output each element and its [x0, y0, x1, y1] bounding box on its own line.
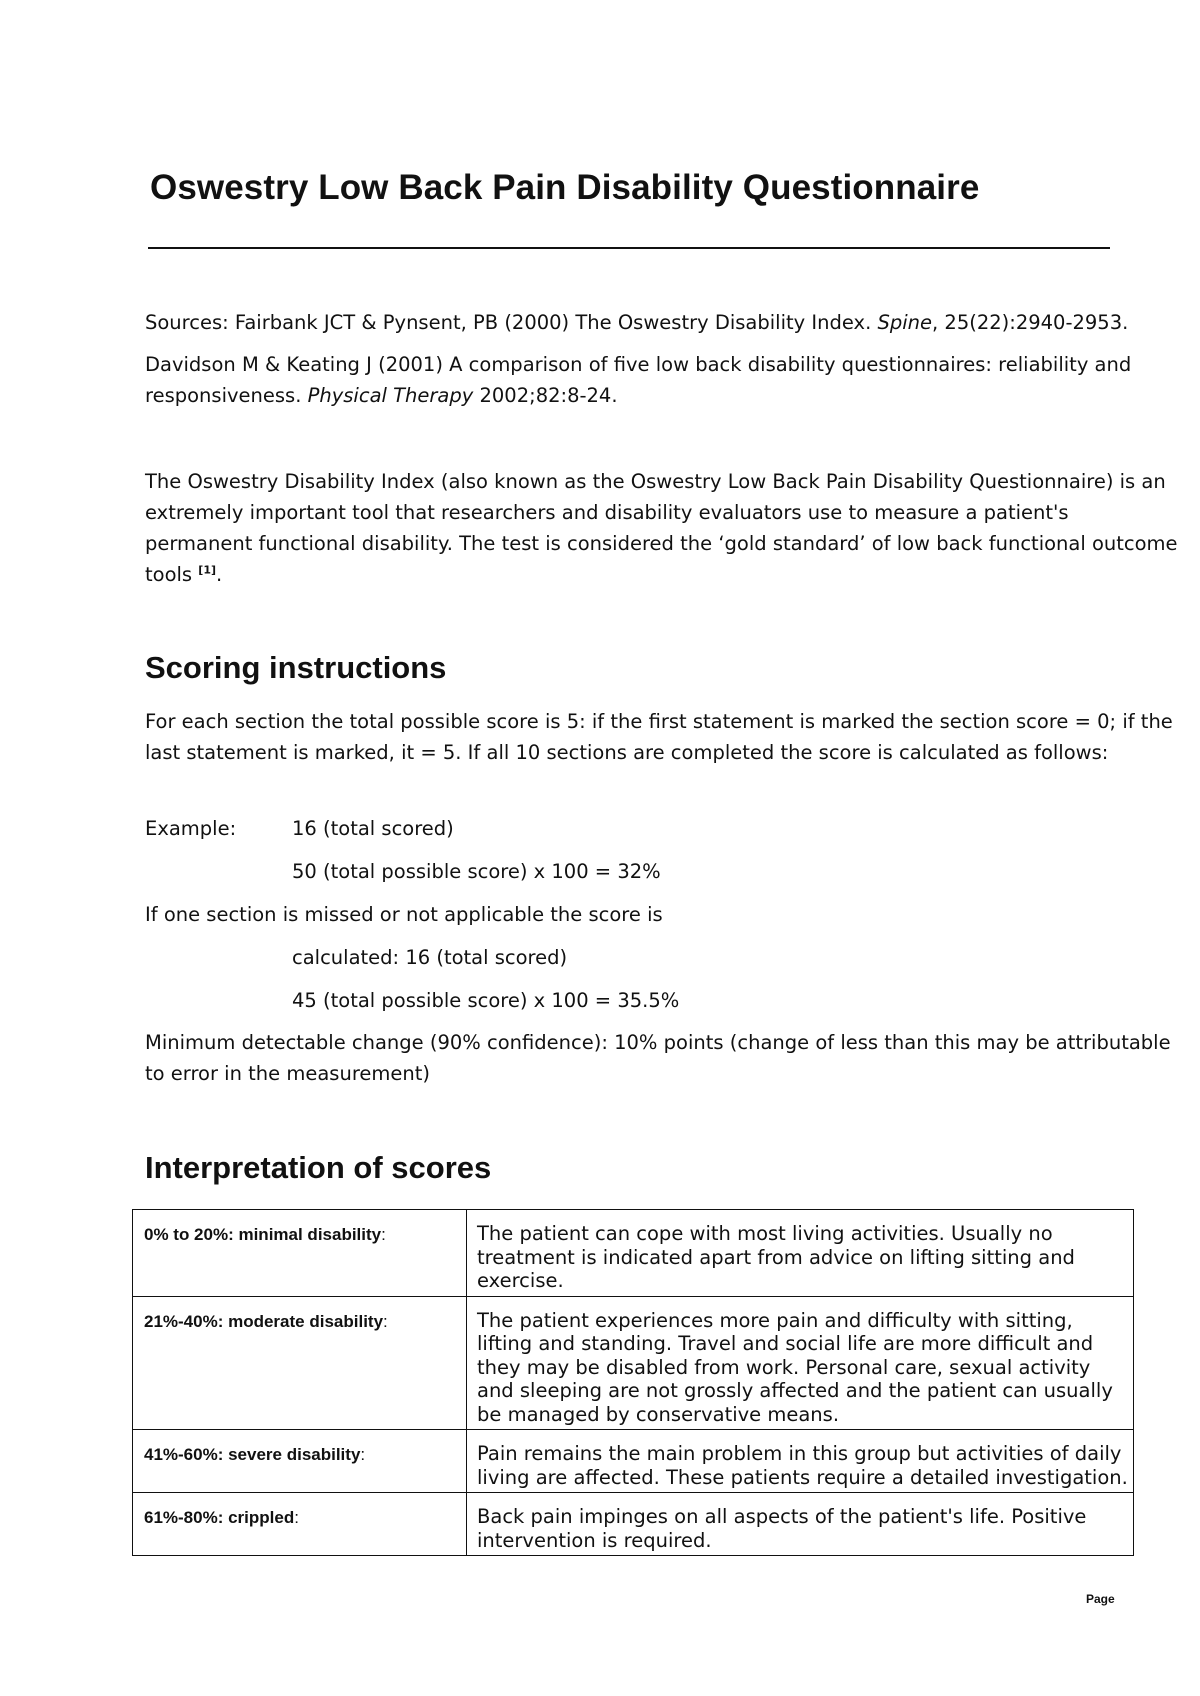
scoring-paragraph: For each section the total possible score is 5: if the first statement is marked the section score = 0; if the last statement is marked, it = 5. If all 10 sections are completed the score is calculated as follows:: [145, 710, 1173, 764]
score-range-label: 21%-40%: moderate disability: [144, 1311, 384, 1331]
reference-marker: [1]: [198, 563, 217, 577]
example-total-scored: 16 (total scored): [292, 817, 454, 840]
sources-block: [145, 307, 1180, 411]
score-range-label: 41%-60%: severe disability: [144, 1445, 361, 1464]
interpretation-table: [132, 1209, 1134, 1556]
score-description-cell: Back pain impinges on all aspects of the patient's life. Positive intervention is required.: [467, 1493, 1134, 1556]
score-range-suffix: :: [383, 1311, 388, 1331]
score-range-cell: [133, 1210, 467, 1297]
table-row: [133, 1430, 1134, 1493]
intro-paragraph: The Oswestry Disability Index (also known as the Oswestry Low Back Pain Disability Questionnaire) is an extremely important tool that researchers and disability evaluators use to measure a patient's permanent functional disability. The test is considered the ‘gold standard’ of low back functional outcome tools [1].: [145, 470, 1178, 586]
source-citation-1: Sources: Fairbank JCT & Pynsent, PB (2000) The Oswestry Disability Index. Spine, 25(22):2940-2953.: [145, 311, 1129, 334]
example-label: Example:: [145, 817, 237, 840]
score-range-suffix: :: [294, 1508, 299, 1527]
missed-section-note: If one section is missed or not applicable the score is: [145, 903, 663, 926]
score-range-cell: [133, 1296, 467, 1430]
source-citation-2: Davidson M & Keating J (2001) A comparison of five low back disability questionnaires: reliability and responsiveness. Physical Therapy 2002;82:8-24.: [145, 353, 1132, 407]
document-title: Oswestry Low Back Pain Disability Questionnaire: [150, 168, 980, 207]
table-row: [133, 1210, 1134, 1297]
score-range-label: 0% to 20%: minimal disability: [144, 1225, 382, 1244]
score-range-suffix: :: [381, 1225, 386, 1244]
minimum-detectable-change: Minimum detectable change (90% confidence): 10% points (change of less than this may be attributable to error in the measurement): [145, 1031, 1171, 1085]
missed-total-scored: calculated: 16 (total scored): [292, 946, 568, 969]
example-calculation: 50 (total possible score) x 100 = 32%: [292, 860, 661, 883]
journal-name: Spine: [877, 311, 933, 334]
title-underline: [148, 247, 1110, 249]
missed-calculation: 45 (total possible score) x 100 = 35.5%: [292, 989, 680, 1012]
score-range-cell: [133, 1493, 467, 1556]
table-row: [133, 1296, 1134, 1430]
page-footer: Page: [1086, 1592, 1115, 1606]
score-description-cell: The patient can cope with most living activities. Usually no treatment is indicated apart from advice on lifting sitting and exercise.: [467, 1210, 1134, 1297]
score-range-label: 61%-80%: crippled: [144, 1508, 295, 1527]
interpretation-heading: Interpretation of scores: [145, 1150, 492, 1185]
score-description-cell: The patient experiences more pain and difficulty with sitting, lifting and standing. Travel and social life are more difficult and they may be disabled from work. Personal care, sexual activity and sleeping are not grossly affected and the patient can usually be managed by conservative means.: [467, 1296, 1134, 1430]
journal-name: Physical Therapy: [307, 384, 474, 407]
score-range-cell: [133, 1430, 467, 1493]
table-row: [133, 1493, 1134, 1556]
scoring-heading: Scoring instructions: [145, 650, 447, 685]
score-range-suffix: :: [360, 1445, 366, 1464]
score-description-cell: Pain remains the main problem in this group but activities of daily living are affected. These patients require a detailed investigation.: [467, 1430, 1134, 1493]
